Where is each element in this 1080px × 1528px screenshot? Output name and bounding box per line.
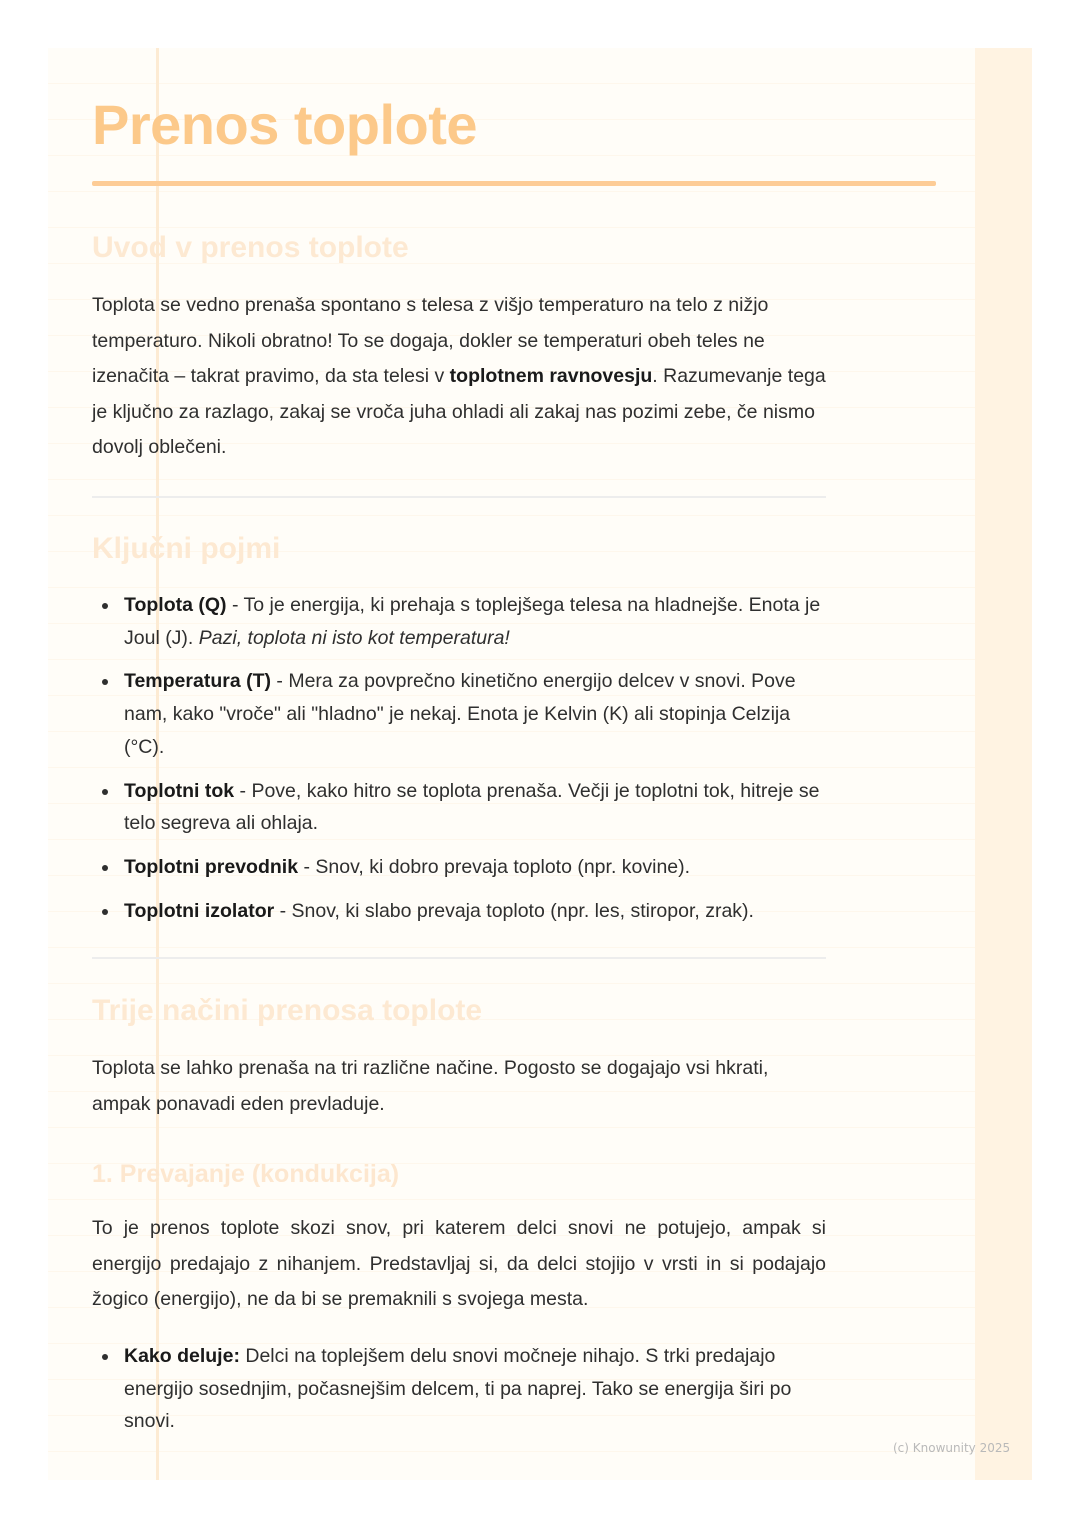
bullet-icon <box>102 1354 108 1360</box>
key-terms-list <box>92 589 826 938</box>
section-divider <box>92 957 826 959</box>
intro-bold-term: toplotnem ravnovesju <box>449 365 653 387</box>
term-text: - Pove, kako hitro se toplota prenaša. Večji je toplotni tok, hitreje se telo segreva ali ohlaja. <box>124 779 820 835</box>
list-item <box>92 665 826 763</box>
list-item <box>92 775 826 840</box>
term-label: Toplota (Q) <box>124 594 227 616</box>
section-heading-intro: Uvod v prenos toplote <box>92 231 409 264</box>
term-text: - Mera za povprečno kinetično energijo delcev v snovi. Pove nam, kako "vroče" ali "hladno" je nekaj. Enota je Kelvin (K) ali stopinja Celzija (°C). <box>124 670 796 758</box>
term-text: Delci na toplejšem delu snovi močneje nihajo. S trki predajajo energijo sosednjim, počasnejšim delcem, ti pa naprej. Tako se energija širi po snovi. <box>124 1345 792 1433</box>
copyright-footer: (c) Knowunity 2025 <box>893 1441 1011 1455</box>
page-title: Prenos toplote <box>92 93 478 156</box>
section-heading-key-terms: Ključni pojmi <box>92 532 281 565</box>
term-label: Toplotni prevodnik <box>124 855 299 878</box>
term-note: Pazi, toplota ni isto kot temperatura! <box>198 626 510 649</box>
list-item <box>92 895 826 928</box>
list-item <box>92 851 826 884</box>
intro-text-end: . Razumevanje tega je ključno za razlago, zakaj se vroča juha ohladi ali zakaj nas pozimi zebe, če nismo dovolj oblečeni. <box>92 365 826 458</box>
term-text: - Snov, ki slabo prevaja toploto (npr. les, stiropor, zrak). <box>274 899 754 922</box>
conduction-list <box>92 1340 826 1449</box>
section-divider <box>92 496 826 498</box>
bullet-icon <box>102 679 108 685</box>
subsection-heading-conduction: 1. Prevajanje (kondukcija) <box>92 1160 400 1188</box>
bullet-icon <box>102 603 108 609</box>
right-margin-strip <box>975 48 1032 1480</box>
term-label: Toplotni izolator <box>124 899 275 922</box>
intro-paragraph <box>92 288 826 466</box>
term-label: Toplotni tok <box>124 779 235 802</box>
term-text: - To je energija, ki prehaja s toplejšega telesa na hladnejše. Enota je Joul (J). <box>124 594 821 649</box>
list-item <box>92 589 826 654</box>
intro-text-start: Toplota se vedno prenaša spontano s telesa z višjo temperaturo na telo z nižjo temperaturo. Nikoli obratno! To se dogaja, dokler se temperaturi obeh teles ne izenačita – takrat pravimo, da sta telesi v <box>92 294 769 387</box>
bullet-icon <box>102 789 108 795</box>
three-ways-paragraph: Toplota se lahko prenaša na tri različne načine. Pogosto se dogajajo vsi hkrati, ampak ponavadi eden prevladuje. <box>92 1057 769 1115</box>
term-label: Kako deluje: <box>124 1345 240 1367</box>
term-text: - Snov, ki dobro prevaja toploto (npr. kovine). <box>298 855 691 878</box>
list-item <box>92 1340 826 1438</box>
bullet-icon <box>102 909 108 915</box>
section-heading-three-ways: Trije načini prenosa toplote <box>92 994 483 1027</box>
title-underline <box>92 181 936 186</box>
bullet-icon <box>102 865 108 871</box>
term-label: Temperatura (T) <box>124 670 271 693</box>
conduction-paragraph: To je prenos toplote skozi snov, pri katerem delci snovi ne potujejo, ampak si energijo predajajo z nihanjem. Predstavljaj si, da delci stojijo v vrsti in si podajajo žogico (energijo), ne da bi se premaknili s svojega mesta. <box>92 1217 826 1310</box>
